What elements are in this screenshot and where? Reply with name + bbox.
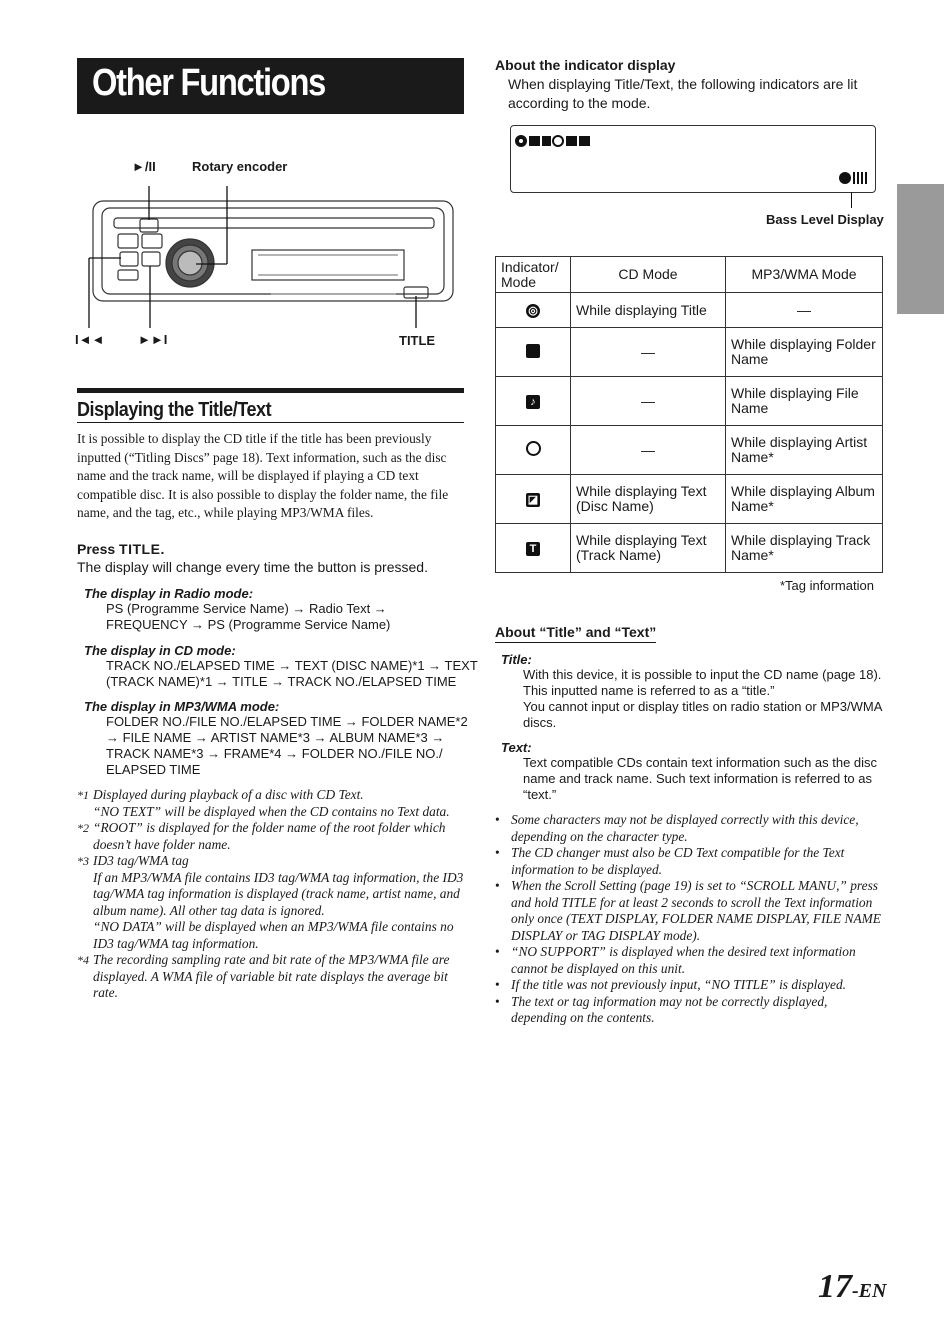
track-icon [579, 136, 590, 146]
footnote-mark [77, 804, 93, 821]
indicator-heading: About the indicator display [495, 57, 676, 73]
bass-level-icon [837, 170, 871, 186]
table-icon-cell [496, 377, 571, 426]
mp3-mode-line3: TRACK NAME*3 → FRAME*4 → FOLDER NO./FILE NO./ [106, 746, 443, 761]
table-icon-cell [496, 293, 571, 328]
disc-slot [114, 218, 434, 228]
indicator-description: When displaying Title/Text, the following indicators are lit according to the mode. [508, 76, 858, 111]
notes-list [495, 812, 885, 1027]
mp3-mode-line1: FOLDER NO./FILE NO./ELAPSED TIME → FOLDER NAME*2 [106, 714, 468, 729]
footnote [77, 952, 467, 1002]
list-item-text: The CD changer must also be CD Text compatible for the Text information to be displayed. [511, 845, 845, 877]
page-title-banner [77, 58, 464, 114]
album-icon: ◪ [527, 494, 539, 506]
table-row [496, 293, 883, 328]
footnote-mark: *2 [77, 821, 89, 835]
page-number [818, 1268, 886, 1306]
play-pause-key [140, 219, 158, 232]
table-icon-cell [496, 524, 571, 573]
table-row [496, 475, 883, 524]
table-cell: While displaying Artist Name* [726, 426, 883, 475]
radio-mode-line2: FREQUENCY → PS (Programme Service Name) [106, 617, 391, 632]
section-rule [77, 422, 464, 423]
side-tab [897, 184, 944, 314]
page-number-suffix: -EN [852, 1280, 887, 1302]
press-prefix: Press [77, 541, 120, 557]
radio-mode-line1: PS (Programme Service Name) → Radio Text → [106, 601, 387, 616]
table-header-row [496, 257, 883, 293]
footnote-mark [77, 870, 93, 920]
file-icon: ♪ [526, 395, 540, 409]
cd-mode-title: The display in CD mode: [84, 643, 236, 658]
footnote [77, 853, 467, 870]
bass-level-label: Bass Level Display [766, 212, 884, 227]
artist-icon [553, 136, 563, 146]
table-cell: While displaying Album Name* [726, 475, 883, 524]
list-item [495, 994, 885, 1027]
indicator-table [495, 256, 883, 573]
radio-mode-title: The display in Radio mode: [84, 586, 254, 601]
bullet-icon: • [495, 878, 500, 893]
table-icon-cell [496, 475, 571, 524]
section-heading-block [77, 388, 464, 422]
mp3-mode-title: The display in MP3/WMA mode: [84, 699, 280, 714]
stereo-outer-frame [93, 201, 453, 301]
tag-information-note: *Tag information [780, 578, 874, 593]
footnote-mark: *3 [77, 854, 89, 868]
list-item [495, 812, 885, 845]
table-header-cell: Indicator/ Mode [496, 257, 571, 293]
stereo-inner-frame [102, 208, 444, 294]
text-label: Text: [501, 740, 532, 755]
table-cell: — [571, 328, 726, 377]
list-item-text: When the Scroll Setting (page 19) is set to “SCROLL MANU,” press and hold TITLE for at least 2 seconds to scroll the Text information only once (TEXT DISPLAY, FOLDER NAME DISPLAY, FILE NAME DISPLAY or TAG DISPLAY mode). [511, 878, 881, 943]
folder-icon [526, 344, 540, 358]
folder-icon [529, 136, 540, 146]
list-item [495, 977, 885, 994]
footnote-mark [77, 919, 93, 952]
mp3-mode-line2: → FILE NAME → ARTIST NAME*3 → ALBUM NAME*3 → [106, 730, 445, 745]
table-cell: — [571, 426, 726, 475]
artist-icon [526, 441, 541, 456]
list-item [495, 845, 885, 878]
footnote-text: If an MP3/WMA file contains ID3 tag/WMA tag information, the ID3 tag/WMA tag information is displayed (track name, artist name, and album name). All other tag data is ignored. [93, 869, 464, 918]
cd-mode-line1: TRACK NO./ELAPSED TIME → TEXT (DISC NAME)*1 → TEXT [106, 658, 478, 673]
table-cell: — [726, 293, 883, 328]
mp3-mode-line4: ELAPSED TIME [106, 762, 201, 777]
disc-icon: ◎ [526, 304, 540, 318]
title-definition [501, 652, 886, 731]
table-cell: While displaying Text (Track Name) [571, 524, 726, 573]
indicator-icons-strip [515, 134, 595, 148]
press-description: The display will change every time the button is pressed. [77, 559, 428, 575]
table-cell: While displaying Track Name* [726, 524, 883, 573]
table-row [496, 426, 883, 475]
list-item [495, 878, 885, 944]
footnote [77, 820, 467, 853]
rotary-encoder-label: Rotary encoder [192, 159, 288, 174]
indicator-display-diagram [510, 125, 876, 193]
bullet-icon: • [495, 812, 500, 827]
cd-mode-block [84, 643, 478, 690]
footnote-text: Displayed during playback of a disc with CD Text. [93, 787, 364, 802]
intro-paragraph: It is possible to display the CD title if the title has been previously inputted (“Titling Discs” page 18). Text information, such as the disc name and the track name, will be displayed if playing a CD text compatible disc. It is also possible to display the folder name, the file name, and the tag, etc., while playing MP3/WMA files. [77, 431, 449, 520]
table-header-cell: MP3/WMA Mode [726, 257, 883, 293]
text-paragraph: Text compatible CDs contain text information such as the disc name and track name. Such text information is referred to as “text.” [523, 755, 878, 802]
footnote-text: The recording sampling rate and bit rate of the MP3/WMA file are displayed. A WMA file of variable bit rate displays the average bit rate. [93, 952, 450, 1000]
table-row [496, 328, 883, 377]
section-heading: Displaying the Title/Text [77, 399, 272, 421]
footnote [77, 870, 467, 920]
table-cell: While displaying Title [571, 293, 726, 328]
list-item-text: “NO SUPPORT” is displayed when the desired text information cannot be displayed on this unit. [511, 944, 856, 976]
footnote-mark: *1 [77, 788, 89, 802]
footnote [77, 919, 467, 952]
bullet-icon: • [495, 977, 500, 992]
table-header-cell: CD Mode [571, 257, 726, 293]
table-icon-cell [496, 426, 571, 475]
table-cell: — [571, 377, 726, 426]
track-icon: T [526, 542, 540, 556]
title-button-label: TITLE [399, 333, 436, 348]
car-stereo-illustration [76, 176, 466, 336]
press-instruction [77, 541, 164, 557]
cd-mode-line2: (TRACK NAME)*1 → TITLE → TRACK NO./ELAPSED TIME [106, 674, 457, 689]
text-definition [501, 740, 886, 803]
title-paragraph-1: With this device, it is possible to input the CD name (page 18). This inputted name is referred to as a “title.” [523, 667, 882, 698]
footnote-mark: *4 [77, 953, 89, 967]
page-title: Other Functions [92, 62, 326, 104]
table-cell: While displaying Folder Name [726, 328, 883, 377]
file-icon [542, 136, 551, 146]
table-icon-cell [496, 328, 571, 377]
table-cell: While displaying File Name [726, 377, 883, 426]
title-paragraph-2: You cannot input or display titles on radio station or MP3/WMA discs. [523, 699, 882, 730]
table-cell: While displaying Text (Disc Name) [571, 475, 726, 524]
footnote-text: ID3 tag/WMA tag [93, 853, 189, 868]
footnote [77, 787, 467, 804]
press-suffix: . [160, 541, 165, 557]
footnote-text: “NO TEXT” will be displayed when the CD contains no Text data. [93, 803, 450, 819]
prev-track-label: I◄◄ [75, 332, 105, 347]
table-row [496, 377, 883, 426]
title-label: Title: [501, 652, 532, 667]
press-key: TITLE [119, 541, 161, 557]
footnote [77, 804, 467, 821]
next-track-label: ►►I [138, 332, 168, 347]
list-item-text: The text or tag information may not be correctly displayed, depending on the contents. [511, 993, 828, 1025]
bass-leader-line [851, 192, 852, 208]
list-item-text: If the title was not previously input, “NO TITLE” is displayed. [511, 977, 847, 992]
bullet-icon: • [495, 944, 500, 959]
mp3-mode-block [84, 699, 468, 778]
next-key [142, 252, 160, 266]
table-row [496, 524, 883, 573]
bullet-icon: • [495, 845, 500, 860]
album-icon [566, 136, 577, 146]
radio-mode-block [84, 586, 390, 633]
about-title-text-heading: About “Title” and “Text” [495, 624, 656, 643]
page-number-value: 17 [818, 1268, 852, 1305]
bullet-icon: • [495, 993, 500, 1009]
list-item [495, 944, 885, 977]
footnotes [77, 787, 467, 1002]
footnote-text: “ROOT” is displayed for the folder name of the root folder which doesn’t have folder name. [93, 820, 446, 852]
list-item-text: Some characters may not be displayed correctly with this device, depending on the character type. [511, 812, 859, 844]
prev-key [120, 252, 138, 266]
play-pause-label: ►/II [132, 159, 156, 174]
footnote-text: “NO DATA” will be displayed when an MP3/WMA file contains no ID3 tag/WMA tag information. [93, 919, 454, 951]
